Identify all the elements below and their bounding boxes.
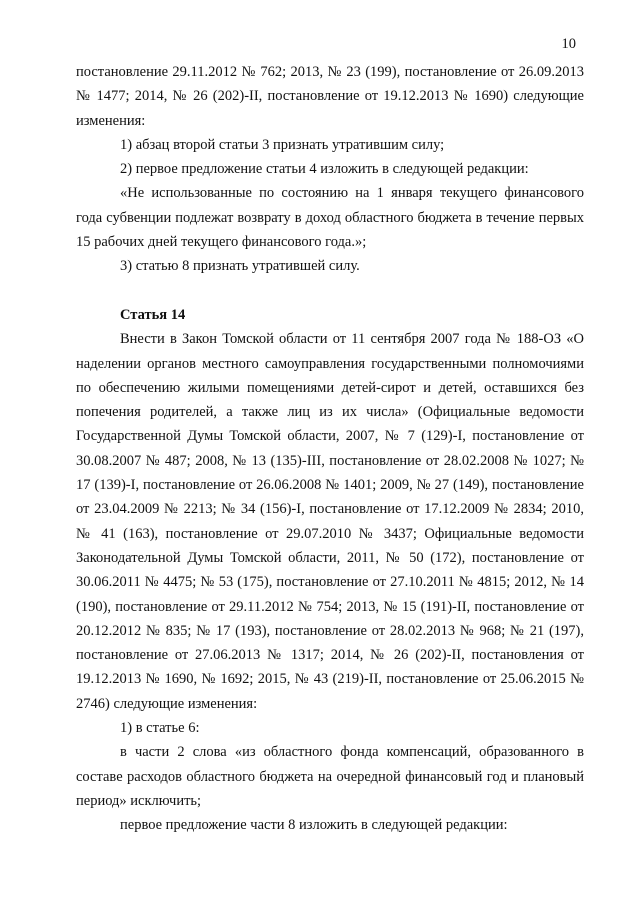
page-number: 10 bbox=[561, 36, 576, 52]
article-body: Внести в Закон Томской области от 11 сентября 2007 года № 188-ОЗ «О наделении органов местного самоуправления государственными полномочиями по обеспечению жилыми помещениями детей-сирот и детей, оставшихся без попечения родителей, а также лиц из их числа» (Официальные ведомости Государственной Думы Томской области, 2007, № 7 (129)-I, постановление от 30.08.2007 № 487; 2008, № 13 (135)-III, постановление от 28.02.2008 № 1027; № 17 (139)-I, постановление от 26.06.2008 № 1401; 2009, № 27 (149), постановление от 23.04.2009 № 2213; № 34 (156)-I, постановление от 17.12.2009 № 2834; 2010, № 41 (163), постановление от 29.07.2010 № 3437; Официальные ведомости Законодательной Думы Томской области, 2011, № 50 (172), постановление от 30.06.2011 № 4475; № 53 (175), постановление от 27.10.2011 № 4815; 2012, № 14 (190), постановление от 29.11.2012 № 754; 2013, № 15 (191)-II, постановление от 20.12.2012 № 835; № 17 (193), постановление от 28.02.2013 № 968; № 21 (197), постановление от 27.06.2013 № 1317; 2014, № 26 (202)-II, постановления от 19.12.2013 № 1690, № 1692; 2015, № 43 (219)-II, постановление от 25.06.2015 № 2746) следующие изменения: bbox=[76, 331, 584, 712]
list-item-2: 2) первое предложение статьи 4 изложить в следующей редакции: bbox=[120, 161, 529, 178]
paragraph-continuation: постановление 29.11.2012 № 762; 2013, № 23 (199), постановление от 26.09.2013 № 1477; 2014, № 26 (202)-II, постановление от 19.12.2013 № 1690) следующие изменения: bbox=[76, 64, 584, 129]
list-item-article-6: 1) в статье 6: bbox=[120, 720, 200, 737]
list-item-3: 3) статью 8 признать утратившей силу. bbox=[120, 258, 360, 275]
article-heading: Статья 14 bbox=[120, 306, 186, 323]
document-body bbox=[76, 60, 584, 838]
quoted-text: «Не использованные по состоянию на 1 января текущего финансового года субвенции подлежат возврату в доход областного бюджета в течение первых 15 рабочих дней текущего финансового года.»; bbox=[76, 185, 584, 251]
section-spacer bbox=[76, 279, 584, 303]
amendment-part-2: в части 2 слова «из областного фонда компенсаций, образованного в составе расходов областного бюджета на очередной финансовый год и плановый период» исключить; bbox=[76, 744, 584, 809]
amendment-part-8: первое предложение части 8 изложить в следующей редакции: bbox=[120, 817, 508, 834]
list-item-1: 1) абзац второй статьи 3 признать утратившим силу; bbox=[120, 136, 445, 153]
